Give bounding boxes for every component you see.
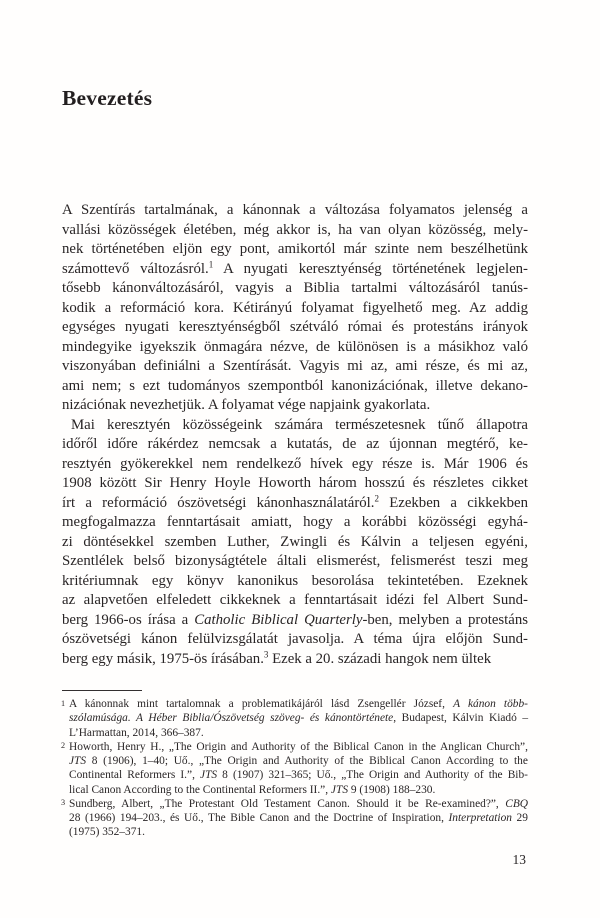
text-line [62,416,528,436]
text-run: Ezek a 20. századi hangok nem ültek [268,650,492,667]
text-run: Mai keresztyén közösségeink számára természetesnek tűnő állapotra [71,416,528,433]
text-run: , Budapest, Kálvin Kiadó – [393,712,529,725]
text-line [62,435,528,455]
footnote-text [69,797,528,840]
footnote-reference: 1 [208,259,214,269]
text-run: L’Harmattan, 2014, 366–387. [69,726,204,739]
text-run: az alapvetően elfeledett cikkeknek a fenntartásait idézi fel Albert Sund- [62,592,528,608]
italic-text: JTS [69,755,87,767]
text-run: egységes nyugati keresztyénségből szétváló római és protestáns irányok [62,319,529,335]
text-line [62,513,528,533]
text-run: lical Canon According to the Continental Reformers II.”, [69,783,331,796]
text-line [62,474,528,494]
text-run: 1908 között Sir Henry Hoyle Howorth három hosszú és részletes cikket [62,475,528,491]
italic-text: CBQ [505,797,529,810]
footnote [61,740,528,797]
text-run: 8 (1907) 321–365; Uő., „The Origin and Authority of the Bib- [217,769,528,782]
text-run: Szentlélek belső bizonyságtétele általi elismerést, felismerést teszi meg [62,553,529,569]
text-run: írt a reformáció ószövetségi kánonhasználatáról. [62,494,375,511]
paragraph [62,201,528,416]
text-line [62,201,528,221]
text-line [62,533,528,553]
text-run: 29 [511,812,528,824]
italic-text: Catholic Biblical Quarterly [194,611,363,628]
text-line [62,377,528,397]
text-run: ami nem; s ezt tudományos szempontból kanonizációnak, illetve dekano- [62,377,528,394]
text-run: vallási közösségek életében, még akkor is, ha van olyan közösség, mely- [62,221,529,238]
text-line [62,494,528,514]
text-run: A nyugati keresztyénség történetének legjelen- [213,260,528,277]
footnote-text [69,697,528,740]
text-line [69,768,528,782]
text-run: tősebb kánonváltozásáról, vagyis a Biblia tartalmi változásáról tanús- [62,280,528,296]
text-run: 8 (1906), 1–40; Uő., „The Origin and Authority of the Biblical Canon According to the [86,755,528,767]
text-run: kodik a reformáció kora. Kétirányú folyamat figyelhető meg. Az addig [62,299,529,316]
text-line [69,783,528,797]
text-line [62,396,528,416]
text-run: kritériumnak egy könyv kanonikus besorolása tekintetében. Ezeknek [62,572,529,589]
text-run: -ben, melyben a protestáns [362,611,528,628]
text-line [69,825,528,839]
text-line [62,572,528,592]
text-line [69,797,528,811]
text-run: 9 (1908) 188–230. [348,783,436,796]
text-run: nizációnak nevezhetjük. A folyamat vége napjaink gyakorlata. [62,397,431,413]
text-run: időről időre rákérdez nemcsak a kutatás, de az újonnan megtérő, ke- [62,436,528,452]
text-run: Howorth, Henry H., „The Origin and Authority of the Biblical Canon in the Anglican Church”, [69,740,528,753]
text-line [62,338,528,358]
text-run: Sundberg, Albert, „The Protestant Old Testament Canon. Should it be Re-examined?”, [69,797,506,810]
footnote-text [69,740,528,797]
text-run: Continental Reformers I.”, [69,769,201,782]
text-line [69,711,528,725]
footnote-marker: 2 [61,741,66,751]
text-run: (1975) 352–371. [69,826,145,839]
text-run: 28 (1966) 194–203., és Uő., The Bible Canon and the Doctrine of Inspiration, [69,812,449,824]
text-run: A kánonnak mint tartalomnak a problematikájáról lásd Zsengellér József, [69,698,454,710]
footnote-reference: 2 [374,493,379,503]
text-run: nek történetében eljön egy pont, amikortól már szinte nem beszélhetünk [62,241,529,257]
text-run: berg egy másik, 1975-ös írásában. [62,650,264,667]
footnote-marker: 3 [61,798,66,808]
text-line [62,357,528,377]
page-title: Bevezetés [62,86,153,110]
body-text [62,201,528,669]
italic-text: JTS [330,783,349,796]
text-run: A Szentírás tartalmának, a kánonnak a változása folyamatos jelenség a [62,202,528,218]
text-line [62,299,528,319]
text-line [69,754,528,768]
text-run: zi döntésekkel szemben Luther, Zwingli és Kálvin a teljesen egyéni, [62,533,528,550]
text-line [62,260,528,280]
text-line [69,726,528,740]
footnote-separator [62,690,142,691]
text-run: mindegyike igyekszik önmagára nézve, de különösen is a másikhoz való [62,338,528,355]
footnote-marker: 1 [61,698,66,708]
text-line [62,221,528,241]
footnotes [61,697,528,840]
text-run: megfogalmazza fenntartásait amiatt, hogy a korábbi közösségi egyhá- [62,514,528,530]
text-line [69,811,528,825]
italic-text: szólamúsága. A Héber Biblia/Ószövetség szöveg- és kánontörténete [69,712,394,725]
text-run: resztyén gyökerekkel nem rendelkező hívek egy része is. Már 1906 és [62,455,528,472]
text-line [62,240,528,260]
text-run: ószövetségi kánon felülvizsgálatát javasolja. A téma újra előjön Sund- [62,631,528,647]
footnote-reference: 3 [263,649,269,659]
footnote [61,697,528,740]
italic-text: A kánon több- [453,698,528,710]
text-run: berg 1966-os írása a [62,611,195,628]
text-line [69,740,528,754]
italic-text: JTS [200,769,218,782]
footnote [61,797,528,840]
page-number: 13 [512,852,526,867]
text-line [62,630,528,650]
text-line [69,697,528,711]
text-line [62,279,528,299]
text-line [62,591,528,611]
text-line [62,552,528,572]
text-line [62,611,528,631]
text-run: viszonyában definiálni a Szentírását. Vagyis mi az, ami része, és mi az, [62,358,528,374]
paragraph [62,416,528,670]
text-line [62,455,528,475]
text-run: számottevő változásról. [62,260,209,277]
text-line [62,318,528,338]
text-line [62,650,528,670]
italic-text: Interpretation [448,812,512,824]
text-run: Ezekben a cikkekben [379,494,528,511]
